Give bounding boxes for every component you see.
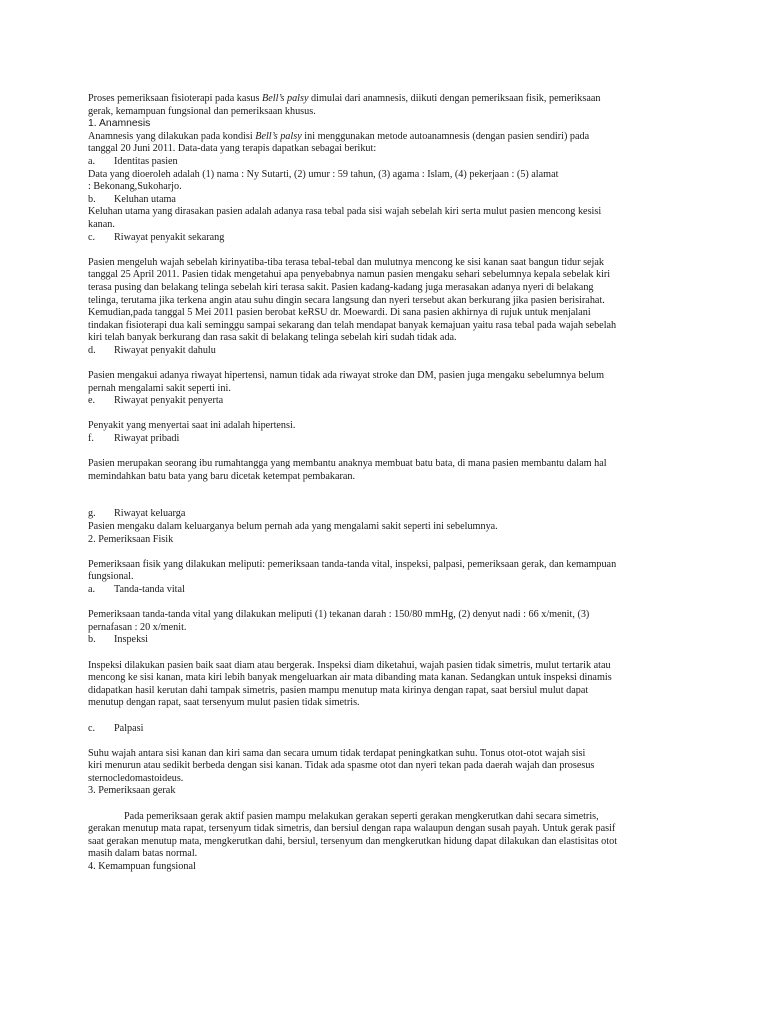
subheading-riwayat-keluarga (88, 508, 692, 521)
intro-paragraph (88, 93, 692, 118)
palpasi-line-2: kiri menurun atau sedikit berbeda dengan sisi kanan. Tidak ada spasme otot dan nyeri tekan pada daerah wajah dan prosesus (88, 760, 595, 772)
spacer (88, 244, 692, 257)
bells-palsy-term: Bell’s palsy (262, 93, 309, 104)
list-marker: b. (88, 193, 96, 205)
inspeksi-line-3: didapatkan hasil kerutan dahi tampak simetris, pasien mampu menutup mata kirinya dengan rapat, saat bersiul mulut dapat (88, 684, 589, 696)
tanda-vital-line-1: Pemeriksaan tanda-tanda vital yang dilakukan meliputi (1) tekanan darah : 150/80 mmHg, (2) denyut nadi : 66 x/menit, (3) (88, 609, 590, 621)
anamnesis-text-cont: ini menggunakan metode autoanamnesis (dengan pasien sendiri) pada (301, 130, 590, 142)
anamnesis-line-1 (88, 131, 692, 144)
inspeksi-line-4: menutup dengan rapat, saat tersenyum mulut pasien tidak simetris. (88, 697, 360, 709)
subheading-title: Identitas pasien (114, 155, 178, 167)
subheading-title: Riwayat penyakit sekarang (114, 231, 225, 243)
intro-line-1 (88, 93, 692, 106)
subheading-title: Riwayat pribadi (114, 433, 180, 445)
subheading-riwayat-dahulu (88, 345, 692, 358)
intro-line-2: gerak, kemampuan fungsional dan pemeriksaan khusus. (88, 105, 316, 117)
riwayat-keluarga-line-1: Pasien mengaku dalam keluarganya belum pernah ada yang mengalami sakit seperti ini sebelumnya. (88, 521, 498, 532)
spacer (88, 735, 692, 748)
spacer (88, 798, 692, 811)
spacer (88, 446, 692, 459)
riwayat-sekarang-line-7: kiri telah banyak berkurang dan rasa sakit di belakang telinga sebelah kiri sudah tidak ada. (88, 332, 457, 344)
spacer (88, 357, 692, 370)
list-marker: c. (88, 231, 96, 243)
anamnesis-text: Anamnesis yang dilakukan pada kondisi (88, 130, 256, 142)
section-heading-pemeriksaan-fisik: 2. Pemeriksaan Fisik (88, 533, 174, 545)
list-marker: e. (88, 395, 96, 407)
tanda-vital-line-2: pernafasan : 20 x/menit. (88, 621, 187, 633)
spacer (88, 710, 692, 723)
subheading-title: Riwayat keluarga (114, 508, 186, 520)
riwayat-penyerta-line-1: Penyakit yang menyertai saat ini adalah hipertensi. (88, 420, 296, 432)
intro-text: Proses pemeriksaan fisioterapi pada kasus (88, 93, 262, 104)
document-page (88, 93, 692, 874)
pemeriksaan-fisik-line-1: Pemeriksaan fisik yang dilakukan meliputi: pemeriksaan tanda-tanda vital, inspeksi, palpasi, pemeriksaan gerak, dan kemampuan (88, 558, 617, 570)
list-marker: g. (88, 508, 96, 520)
subheading-inspeksi (88, 634, 692, 647)
palpasi-line-1: Suhu wajah antara sisi kanan dan kiri sama dan secara umum tidak terdapat peningkatkan suhu. Tonus otot-otot wajah sisi (88, 747, 586, 759)
bells-palsy-term: Bell’s palsy (255, 130, 302, 142)
inspeksi-line-1: Inspeksi dilakukan pasien baik saat diam atau bergerak. Inspeksi diam diketahui, wajah pasien tidak simetris, mulut tertarik atau (88, 659, 611, 671)
subheading-title: Keluhan utama (114, 193, 176, 205)
riwayat-pribadi-line-2: memindahkan batu bata yang baru dicetak ketempat pembakaran. (88, 470, 356, 482)
riwayat-sekarang-line-1: Pasien mengeluh wajah sebelah kirinyatiba-tiba terasa tebal-tebal dan mulutnya mencong ke sisi kanan saat bangun tidur sejak (88, 256, 605, 268)
pemeriksaan-gerak-line-3: saat gerakan menutup mata, mengkerutkan dahi, bersiul, tersenyum dan mengkerutkan hidung dapat dilakukan dan elastisitas otot (88, 835, 618, 847)
list-marker: a. (88, 155, 96, 167)
identitas-line-1: Data yang dioeroleh adalah (1) nama : Ny Sutarti, (2) umur : 59 tahun, (3) agama : Islam, (4) pekerjaan : (5) alamat (88, 168, 559, 180)
subheading-tanda-vital (88, 584, 692, 597)
riwayat-dahulu-line-1: Pasien mengakui adanya riwayat hipertensi, namun tidak ada riwayat stroke dan DM, pasien juga mengaku sebelumnya belum (88, 370, 605, 382)
keluhan-line-1: Keluhan utama yang dirasakan pasien adalah adanya rasa tebal pada sisi wajah sebelah kiri serta mulut pasien mencong kesisi (88, 206, 602, 218)
subheading-riwayat-sekarang (88, 232, 692, 245)
subheading-title: Tanda-tanda vital (114, 583, 185, 595)
pemeriksaan-fisik-line-2: fungsional. (88, 571, 134, 583)
identitas-line-2: : Bekonang,Sukoharjo. (88, 181, 182, 193)
list-marker: d. (88, 344, 96, 356)
spacer (88, 408, 692, 421)
subheading-title: Riwayat penyakit penyerta (114, 395, 224, 407)
spacer (88, 546, 692, 559)
keluhan-line-2: kanan. (88, 218, 115, 230)
subheading-riwayat-penyerta (88, 395, 692, 408)
section-heading-kemampuan-fungsional: 4. Kemampuan fungsional (88, 861, 196, 873)
subheading-palpasi (88, 723, 692, 736)
subheading-title: Inspeksi (114, 634, 148, 646)
section-heading-anamnesis: 1. Anamnesis (88, 118, 151, 130)
spacer (88, 483, 692, 508)
riwayat-sekarang-line-2: tanggal 25 April 2011. Pasien tidak mengetahui apa penyebabnya namun pasien mengaku sehari sebelumnya kepala sebelak kiri (88, 269, 611, 281)
spacer (88, 647, 692, 660)
subheading-identitas (88, 156, 692, 169)
list-marker: f. (88, 433, 94, 445)
riwayat-sekarang-line-3: terasa pusing dan belakang telinga sebelah kiri terasa sakit. Pasien kadang-kadang juga merasakan adanya nyeri di belakang (88, 281, 594, 293)
riwayat-sekarang-line-6: tindakan fisioterapi dua kali seminggu sampai sekarang dan telah mendapat banyak kemajuan yaitu rasa tebal pada wajah sebelah (88, 319, 617, 331)
list-marker: b. (88, 634, 96, 646)
pemeriksaan-gerak-line-2: gerakan menutup mata rapat, tersenyum tidak simetris, dan bersiul dengan rapa walaupun dengan susah payah. Untuk gerak pasif (88, 823, 616, 835)
section-heading-pemeriksaan-gerak: 3. Pemeriksaan gerak (88, 785, 176, 797)
subheading-riwayat-pribadi (88, 433, 692, 446)
palpasi-line-3: sternocledomastoideus. (88, 772, 184, 784)
subheading-title: Palpasi (114, 722, 144, 734)
spacer (88, 597, 692, 610)
riwayat-pribadi-line-1: Pasien merupakan seorang ibu rumahtangga yang membantu anaknya membuat batu bata, di mana pasien membantu dalam hal (88, 458, 607, 470)
list-marker: a. (88, 583, 96, 595)
riwayat-dahulu-line-2: pernah mengalami sakit seperti ini. (88, 382, 231, 394)
anamnesis-paragraph (88, 131, 692, 156)
pemeriksaan-gerak-line-1: Pada pemeriksaan gerak aktif pasien mampu melakukan gerakan seperti gerakan mengkerutkan dahi secara simetris, (124, 810, 599, 822)
intro-text-cont: dimulai dari anamnesis, diikuti dengan pemeriksaan fisik, pemeriksaan (308, 93, 601, 104)
subheading-keluhan (88, 194, 692, 207)
inspeksi-line-2: mencong ke sisi kanan, mata kiri lebih banyak mengeluarkan air mata dibanding mata kanan. Sedangkan untuk inspeksi dinamis (88, 672, 612, 684)
riwayat-sekarang-line-4: telinga, terutama jika terkena angin atau suhu dingin secara langsung dan nyeri tersebut akan berkurang jika pasien berisirahat. (88, 294, 605, 306)
subheading-title: Riwayat penyakit dahulu (114, 344, 216, 356)
riwayat-sekarang-line-5: Kemudian,pada tanggal 5 Mei 2011 pasien berobat keRSU dr. Moewardi. Di sana pasien akhirnya di rujuk untuk menjalani (88, 307, 591, 319)
anamnesis-line-2: tanggal 20 Juni 2011. Data-data yang terapis dapatkan sebagai berikut: (88, 143, 377, 155)
pemeriksaan-gerak-line-4: masih dalam batas normal. (88, 848, 198, 860)
list-marker: c. (88, 722, 96, 734)
